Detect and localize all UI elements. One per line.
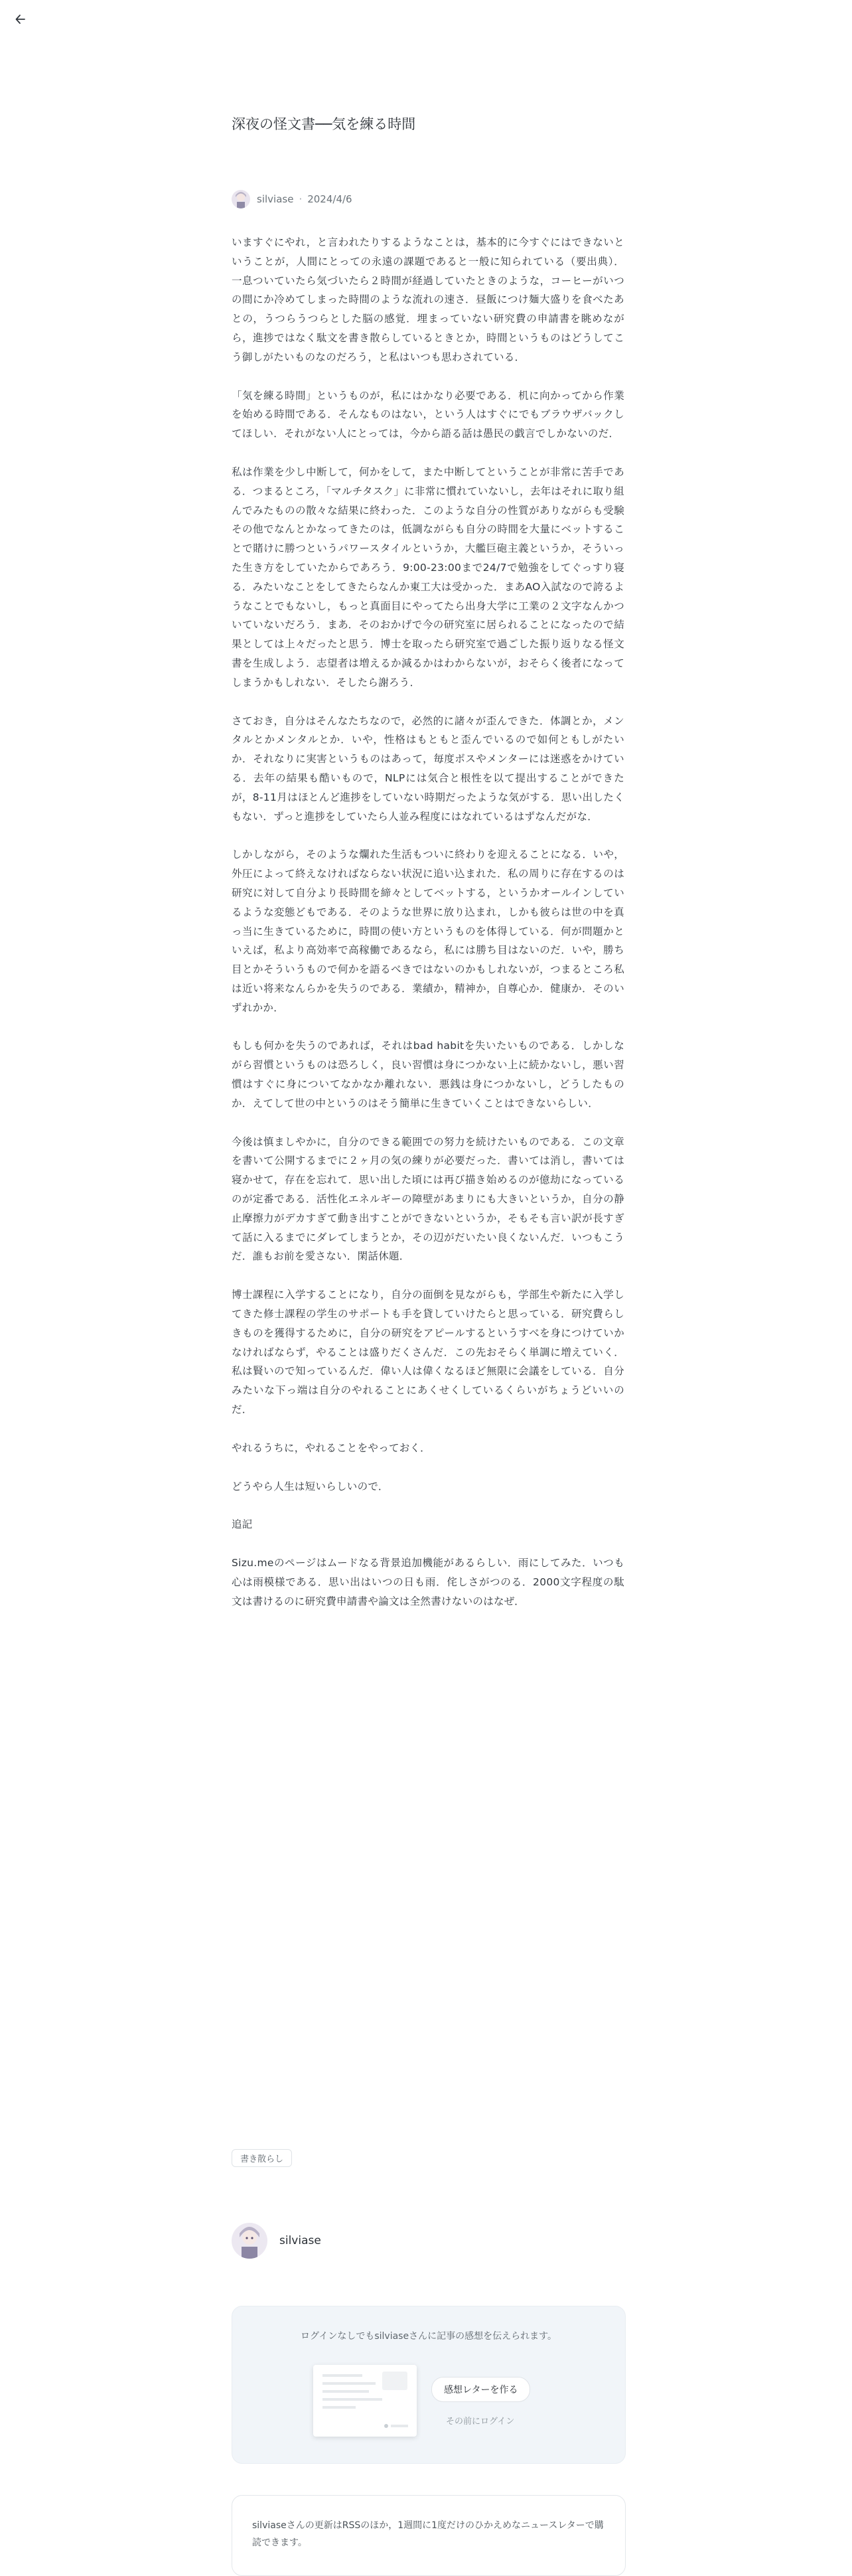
author-card xyxy=(232,2223,321,2259)
paragraph: Sizu.meのページはムードなる背景追加機能があるらしい．雨にしてみた．いつも心は雨模様である．思い出はいつの日も雨．侘しさがつのる．2000文字程度の駄文は書けるのに研究費申請書や論文は全然書けないのはなぜ． xyxy=(232,1557,624,1607)
article-meta xyxy=(232,190,352,208)
letter-message: ログインなしでもsilviaseさんに記事の感想を伝えられます。 xyxy=(301,2331,557,2342)
publish-date: 2024/4/6 xyxy=(307,193,352,205)
make-letter-button[interactable]: 感想レターを作る xyxy=(431,2377,530,2402)
feedback-letter-box xyxy=(232,2306,626,2464)
back-button[interactable] xyxy=(9,8,32,31)
paragraph: しかしながら，そのような爛れた生活もついに終わりを迎えることになる．いや，外圧によって終えなければならない状況に追い込まれた．私の周りに存在するのは研究に対して自分より長時間を締々としてベットする，というかオールインしているような変態どもである．そのような世界に放り込まれ，しかも彼らは世の中を真っ当に生きているために，時間の使い方というものを体得している．何が問題かといえば，私より高効率で高稼働であるなら，私には勝ち目はないのだ．いや，勝ち目とかそういうもので何かを語るべきではないのかもしれないが，つまるところ私は近い将来なんらかを失うのである．業績か，精神か，自尊心か．健康か．そのいずれかか． xyxy=(232,848,624,1014)
author-name[interactable]: silviase xyxy=(279,2234,321,2247)
arrow-left-icon xyxy=(14,13,27,26)
paragraph: さておき，自分はそんなたちなので，必然的に諸々が歪んできた．体調とか，メンタルとかメンタルとか．いや，性格はもともと歪んでいるので如何ともしがたいか．それなりに実害というものはあって，毎度ボスやメンターには迷惑をかけている．去年の結果も酷いもので，NLPには気合と根性を以て提出することができたが，8-11月はほとんど進捗をしていない時期だったような気がする．思い出したくもない．ずっと進捗をしていたら人並み程度にはなれているはずなんだがな． xyxy=(232,714,624,823)
paragraph: 博士課程に入学することになり，自分の面倒を見ながらも，学部生や新たに入学してきた修士課程の学生のサポートも手を貸していけたらと思っている．研究費らしきものを獲得するために，自分の研究をアピールするというすべを身につけていかなければならず，やることは盛りだくさんだ．この先おそらく単調に増えていく．私は賢いので知っているんだ．偉い人は偉くなるほど無限に会議をしている．自分みたいな下っ端は自分のやれることにあくせくしているくらいがちょうどいいのだ． xyxy=(232,1289,624,1416)
paragraph: もしも何かを失うのであれば，それはbad habitを失いたいものである．しかしながら習慣というものは恐ろしく，良い習慣は身につかない上に続かないし，悪い習慣はすぐに身についてなかなか離れない．悪銭は身につかないし，どうしたものか．えてして世の中というのはそう簡単に生きていくことはできないらしい． xyxy=(232,1040,624,1109)
author-name[interactable]: silviase xyxy=(257,193,294,205)
paragraph: 今後は慎ましやかに，自分のできる範囲での努力を続けたいものである．この文章を書いて公開するまでに２ヶ月の気の練りが必要だった．書いては消し，書いては寝かせて，存在を忘れて．思い出した頃には再び描き始めるのが億劫になっているのが定番である．活性化エネルギーの障壁があまりにも大きいというか，自分の静止摩擦力がデカすぎて動き出すことができないというか，そもそも言い訳が長すぎて話に入るまでにダレてしまうとか，その辺がだいたい良くないんだ．いつもこうだ．誰もお前を愛さない．閑話休題． xyxy=(232,1135,624,1263)
paragraph: 私は作業を少し中断して，何かをして，また中断してということが非常に苦手である．つまるところ，「マルチタスク」に非常に慣れていないし，去年はそれに取り組んでみたものの散々な結果に終わった．このような自分の性質がありながらも受験その他でなんとかなってきたのは，低調ながらも自分の時間を大量にベットすることで賭けに勝つというパワースタイルというか，大艦巨砲主義というか，そういった生き方をしていたからであろう．9:00-23:00まで24/7で勉強をしてぐっすり寝る．みたいなことをしてきたらなんか東工大は受かった．まあAO入試なので誇るようなことでもないし，もっと真面目にやってたら出身大学に工業の２文字なんかついていないだろう．まあ．そのおかげで今の研究室に居られることになったので結果としては上々だったと思う．博士を取ったら研究室で過ごした振り返りなる怪文書を生成しよう．志望者は増えるか減るかはわからないが，おそらく後者になってしまうかもしれない．そしたら謝ろう． xyxy=(232,465,624,688)
letter-preview-card xyxy=(313,2365,417,2437)
article-body xyxy=(232,233,624,1631)
avatar[interactable] xyxy=(232,190,250,208)
meta-separator: · xyxy=(299,193,303,205)
avatar[interactable] xyxy=(232,2223,267,2259)
login-link[interactable]: その前にログイン xyxy=(446,2417,515,2427)
paragraph: 「気を練る時間」というものが，私にはかなり必要である．机に向かってから作業を始める時間である．そんなものはない，という人はすぐにでもブラウザバックしてほしい．それがない人にとっては，今から語る話は愚民の戯言でしかないのだ． xyxy=(232,389,624,440)
paragraph: やれるうちに，やれることをやっておく． xyxy=(232,1441,431,1454)
newsletter-text: silviaseさんの更新はRSSのほか，1週間に1度だけのひかえめなニュースレターで購読できます。 xyxy=(252,2520,604,2548)
page-title: 深夜の怪文書──気を練る時間 xyxy=(232,116,416,132)
newsletter-box xyxy=(232,2495,626,2576)
tag-chip[interactable]: 書き散らし xyxy=(232,2149,292,2167)
paragraph: どうやら人生は短いらしいので． xyxy=(232,1480,389,1492)
section-heading: 追記 xyxy=(232,1518,253,1531)
paragraph: いますぐにやれ，と言われたりするようなことは，基本的に今すぐにはできないということが，人間にとっての永遠の課題であると一般に知られている（要出典）．一息ついていたら気づいたら２時間が経過していたときのような，コーヒーがいつの間にか冷めてしまった時間のような流れの速さ．昼飯につけ麺大盛りを食べたあとの，うつらうつらとした脳の感覚．埋まっていない研究費の申請書を眺めながら，進捗ではなく駄文を書き散らしているときとか，時間というものはどうしてこう御しがたいものなのだろう，と私はいつも思わされている． xyxy=(232,236,624,363)
